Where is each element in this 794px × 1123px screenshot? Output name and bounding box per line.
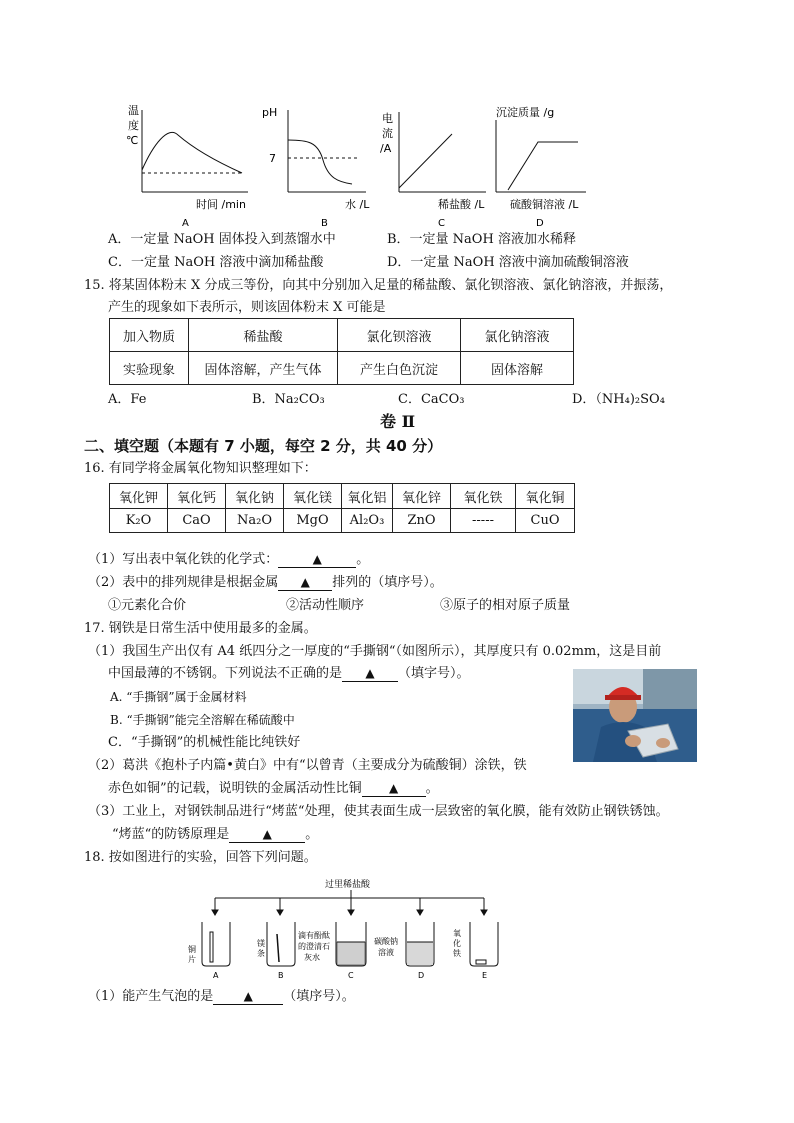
table-cell: 氧化镁 <box>284 484 342 509</box>
q15-option-d: D．（NH₄)₂SO₄ <box>572 392 665 407</box>
table-cell: MgO <box>284 509 342 533</box>
triangle-marker: ▲ <box>365 666 375 680</box>
table-cell: 氧化铁 <box>451 484 516 509</box>
graph-d-ylabel: 沉淀质量 /g <box>496 106 555 119</box>
table-cell: ----- <box>451 509 516 533</box>
table-cell: 氯化钡溶液 <box>338 319 461 352</box>
q15-table <box>109 318 574 385</box>
q17-p3-line1: （3）工业上，对钢铁制品进行“烤蓝“处理，使其表面生成一层致密的氧化膜，能有效防止钢铁锈蚀。 <box>88 804 669 819</box>
table-row <box>110 319 574 352</box>
q17-p1-text: 中国最薄的不锈钢。下列说法不正确的是 <box>108 666 343 681</box>
label-e-3: 铁 <box>453 949 461 958</box>
answer-blank[interactable] <box>342 666 398 682</box>
table-cell: 氧化铝 <box>342 484 393 509</box>
q16-p2-text: （2）表中的排列规律是根据金属 <box>88 575 279 590</box>
q15-option-b: B．Na₂CO₃ <box>252 392 325 407</box>
table-cell: ZnO <box>393 509 451 533</box>
table-cell: 产生白色沉淀 <box>338 352 461 385</box>
graph-b <box>262 106 370 229</box>
q16-choice-2: ②活动性顺序 <box>286 598 365 613</box>
q16-choice-3: ③原子的相对原子质量 <box>440 598 571 613</box>
label-a-2: 片 <box>188 955 196 964</box>
label-b-1: 镁 <box>257 939 265 948</box>
graph-a-caption: A <box>182 218 189 229</box>
triangle-marker: ▲ <box>262 827 272 841</box>
answer-blank[interactable] <box>362 781 426 797</box>
graph-d <box>496 105 586 229</box>
answer-blank[interactable] <box>229 827 305 843</box>
table-cell: 氧化钠 <box>226 484 284 509</box>
q17-option-a: A. “手撕钢”属于金属材料 <box>110 690 247 704</box>
label-d-2: 溶液 <box>378 948 394 957</box>
graph-a-ylabel-3: ℃ <box>126 134 139 147</box>
q17-p2-text: 赤色如铜”的记载，说明铁的金属活动性比铜 <box>108 781 362 796</box>
label-d-1: 碳酸钠 <box>374 937 398 946</box>
graph-d-xlabel: 硫酸铜溶液 /L <box>510 198 579 211</box>
q16-p1-end: 。 <box>356 552 370 567</box>
graphs-figure <box>118 100 598 230</box>
worker-photo <box>573 669 697 762</box>
cap-e: E <box>482 971 488 980</box>
experiment-diagram <box>180 876 500 984</box>
diagram-top-label: 过里稀盐酸 <box>325 880 371 890</box>
graph-a <box>126 104 248 229</box>
label-b-2: 条 <box>257 949 265 958</box>
answer-blank[interactable] <box>278 575 332 591</box>
q17-p1-end: （填字号）。 <box>398 666 470 681</box>
q17-p2-end: 。 <box>425 781 439 796</box>
table-row <box>110 484 575 509</box>
label-a-1: 铜 <box>188 945 196 954</box>
answer-blank[interactable] <box>213 989 283 1005</box>
graph-b-caption: B <box>321 218 328 229</box>
triangle-marker: ▲ <box>243 989 253 1003</box>
q14-option-a: A．一定量 NaOH 固体投入到蒸馏水中 <box>108 232 336 247</box>
q15-stem-1: 15. 将某固体粉末 X 分成三等份，向其中分别加入足量的稀盐酸、氯化钡溶液、氯化钠溶液，并振荡， <box>84 278 673 293</box>
table-cell: 氧化铜 <box>516 484 575 509</box>
graph-b-ylabel: pH <box>262 106 278 119</box>
q17-stem: 17. 钢铁是日常生活中使用最多的金属。 <box>84 621 317 636</box>
q18-stem: 18. 按如图进行的实验，回答下列问题。 <box>84 850 317 865</box>
triangle-marker: ▲ <box>312 552 322 566</box>
q15-stem-2: 产生的现象如下表所示，则该固体粉末 X 可能是 <box>108 300 386 315</box>
q16-table <box>109 483 575 533</box>
graph-b-ref: 7 <box>269 152 276 165</box>
q17-p1-line2 <box>108 665 470 683</box>
table-cell: 氯化钠溶液 <box>461 319 574 352</box>
label-c-3: 灰水 <box>304 953 320 962</box>
graph-a-ylabel-1: 温 <box>128 104 139 117</box>
q16-p2-end: 排列的（填序号）。 <box>332 575 443 590</box>
graph-a-xlabel: 时间 /min <box>196 198 246 211</box>
graph-c-xlabel: 稀盐酸 /L <box>438 198 485 211</box>
graph-c <box>380 111 486 229</box>
section-title: 二、填空题（本题有 7 小题，每空 2 分，共 40 分） <box>84 437 443 455</box>
table-cell: Al₂O₃ <box>342 509 393 533</box>
table-row <box>110 509 575 533</box>
table-cell: 氧化锌 <box>393 484 451 509</box>
q16-p1-text: （1）写出表中氧化铁的化学式： <box>88 552 279 567</box>
q18-p1-text: （1）能产生气泡的是 <box>88 989 214 1004</box>
graph-a-ylabel-2: 度 <box>128 119 139 132</box>
q17-p3-end: 。 <box>305 827 319 842</box>
q17-p3-text: “烤蓝“的防锈原理是 <box>112 827 230 842</box>
cap-d: D <box>418 971 425 980</box>
graph-c-ylabel-1: 电 <box>382 112 393 125</box>
q16-choice-1: ①元素化合价 <box>108 598 187 613</box>
label-c-2: 的澄清石 <box>298 942 330 951</box>
triangle-marker: ▲ <box>300 575 310 589</box>
table-cell: 氧化钙 <box>168 484 226 509</box>
answer-blank[interactable] <box>278 552 356 568</box>
table-cell: 固体溶解 <box>461 352 574 385</box>
q17-option-b: B. “手撕钢”能完全溶解在稀硫酸中 <box>110 713 295 727</box>
graph-b-xlabel: 水 /L <box>345 198 370 211</box>
q17-p2-line1: （2）葛洪《抱朴子内篇•黄白》中有“以曾青（主要成分为硫酸铜）涂铁，铁 <box>88 758 527 773</box>
cap-b: B <box>278 971 284 980</box>
table-cell: 加入物质 <box>110 319 189 352</box>
table-cell: Na₂O <box>226 509 284 533</box>
table-cell: 固体溶解，产生气体 <box>189 352 338 385</box>
q16-stem: 16. 有同学将金属氧化物知识整理如下： <box>84 461 317 476</box>
table-cell: K₂O <box>110 509 168 533</box>
table-cell: 氧化钾 <box>110 484 168 509</box>
graph-c-ylabel-3: /A <box>380 142 392 155</box>
q16-part-1 <box>88 551 369 569</box>
q17-p2-line2 <box>108 780 439 798</box>
table-cell: CuO <box>516 509 575 533</box>
label-c-1: 滴有酚酞 <box>298 931 330 940</box>
graph-d-caption: D <box>536 218 544 229</box>
triangle-marker: ▲ <box>389 781 399 795</box>
q14-option-c: C．一定量 NaOH 溶液中滴加稀盐酸 <box>108 255 324 270</box>
q14-option-b: B．一定量 NaOH 溶液加水稀释 <box>387 232 576 247</box>
graph-c-caption: C <box>438 218 445 229</box>
q16-part-2 <box>88 574 443 592</box>
cap-c: C <box>348 971 354 980</box>
q14-option-d: D．一定量 NaOH 溶液中滴加硫酸铜溶液 <box>387 255 629 270</box>
volume-title: 卷 Ⅱ <box>380 412 416 431</box>
table-row <box>110 352 574 385</box>
cap-a: A <box>213 971 219 980</box>
q17-option-c: C．“手撕钢”的机械性能比纯铁好 <box>108 735 301 750</box>
table-cell: CaO <box>168 509 226 533</box>
q15-option-a: A．Fe <box>108 392 147 407</box>
label-e-2: 化 <box>453 939 461 948</box>
q18-p1-end: （填序号）。 <box>283 989 355 1004</box>
q17-p3-line2 <box>112 826 318 844</box>
q15-option-c: C．CaCO₃ <box>398 392 465 407</box>
label-e-1: 氧 <box>453 929 461 938</box>
q18-part-1 <box>88 988 355 1006</box>
graph-c-ylabel-2: 流 <box>382 127 393 140</box>
table-cell: 稀盐酸 <box>189 319 338 352</box>
table-cell: 实验现象 <box>110 352 189 385</box>
q17-p1-line1: （1）我国生产出仅有 A4 纸四分之一厚度的“手撕钢“（如图所示），其厚度只有 0.02mm，这是目前 <box>88 644 662 659</box>
